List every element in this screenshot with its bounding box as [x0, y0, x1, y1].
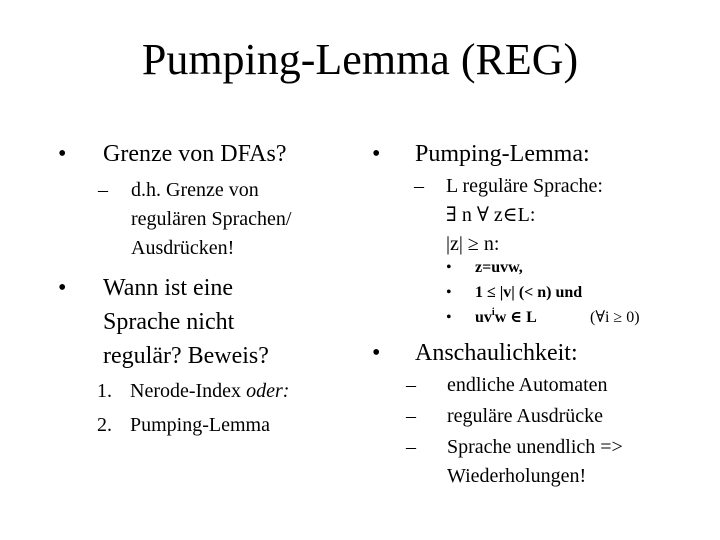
- bullet-marker: •: [58, 141, 67, 167]
- formula-part: w ∈ L: [494, 309, 537, 326]
- text-line: d.h. Grenze von: [131, 179, 259, 201]
- dash-marker: –: [406, 436, 416, 458]
- text-line: Sprache unendlich =>: [447, 436, 623, 458]
- formula-part: uv: [475, 309, 492, 326]
- numbered-item-1: [97, 377, 289, 406]
- text-line: |z| ≥ n:: [446, 233, 500, 255]
- formula-exponent: i: [491, 307, 495, 318]
- bullet-marker: •: [446, 309, 452, 326]
- right-bullet-pumping-lemma: Pumping-Lemma:: [415, 141, 590, 167]
- sub-item-regex: reguläre Ausdrücke: [447, 405, 604, 427]
- condition-length: 1 ≤ |v| (< n) und: [475, 284, 583, 301]
- dash-marker: –: [98, 179, 108, 201]
- text-line: regulären Sprachen/: [131, 208, 292, 230]
- bullet-marker: •: [446, 259, 452, 276]
- list-number: 1.: [97, 380, 112, 402]
- slide-title: Pumping-Lemma (REG): [141, 35, 579, 84]
- text-line: Wann ist eine: [103, 275, 234, 301]
- right-sub-regular-language: [446, 172, 603, 259]
- text-line: Ausdrücken!: [131, 237, 235, 259]
- text-line: Wiederholungen!: [447, 465, 587, 487]
- text-line: L reguläre Sprache:: [446, 175, 603, 197]
- sub-item-automata: endliche Automaten: [447, 374, 608, 396]
- text-line: ∃ n ∀ z∈L:: [446, 204, 536, 226]
- left-sub-regular-languages: [131, 176, 291, 263]
- right-bullet-anschaulichkeit: Anschaulichkeit:: [415, 340, 578, 366]
- bullet-marker: •: [58, 275, 67, 301]
- list-text: Nerode-Index: [130, 380, 247, 402]
- bullet-marker: •: [446, 284, 452, 301]
- condition-pumping: [475, 306, 537, 330]
- condition-quantifier-note: (∀i ≥ 0): [590, 309, 640, 326]
- numbered-item-2: [97, 411, 270, 440]
- dash-marker: –: [406, 374, 416, 396]
- text-line: Sprache nicht: [103, 309, 235, 335]
- bullet-marker: •: [372, 141, 381, 167]
- left-bullet-grenze: Grenze von DFAs?: [103, 141, 287, 167]
- bullet-marker: •: [372, 340, 381, 366]
- text-line: regulär? Beweis?: [103, 343, 269, 369]
- list-text: Pumping-Lemma: [130, 414, 270, 436]
- sub-item-infinite-language: [447, 433, 623, 491]
- left-bullet-question: [103, 271, 269, 373]
- condition-decomposition: z=uvw,: [475, 259, 523, 276]
- dash-marker: –: [406, 405, 416, 427]
- list-number: 2.: [97, 414, 112, 436]
- list-emphasis: oder:: [246, 380, 290, 402]
- dash-marker: –: [414, 175, 424, 197]
